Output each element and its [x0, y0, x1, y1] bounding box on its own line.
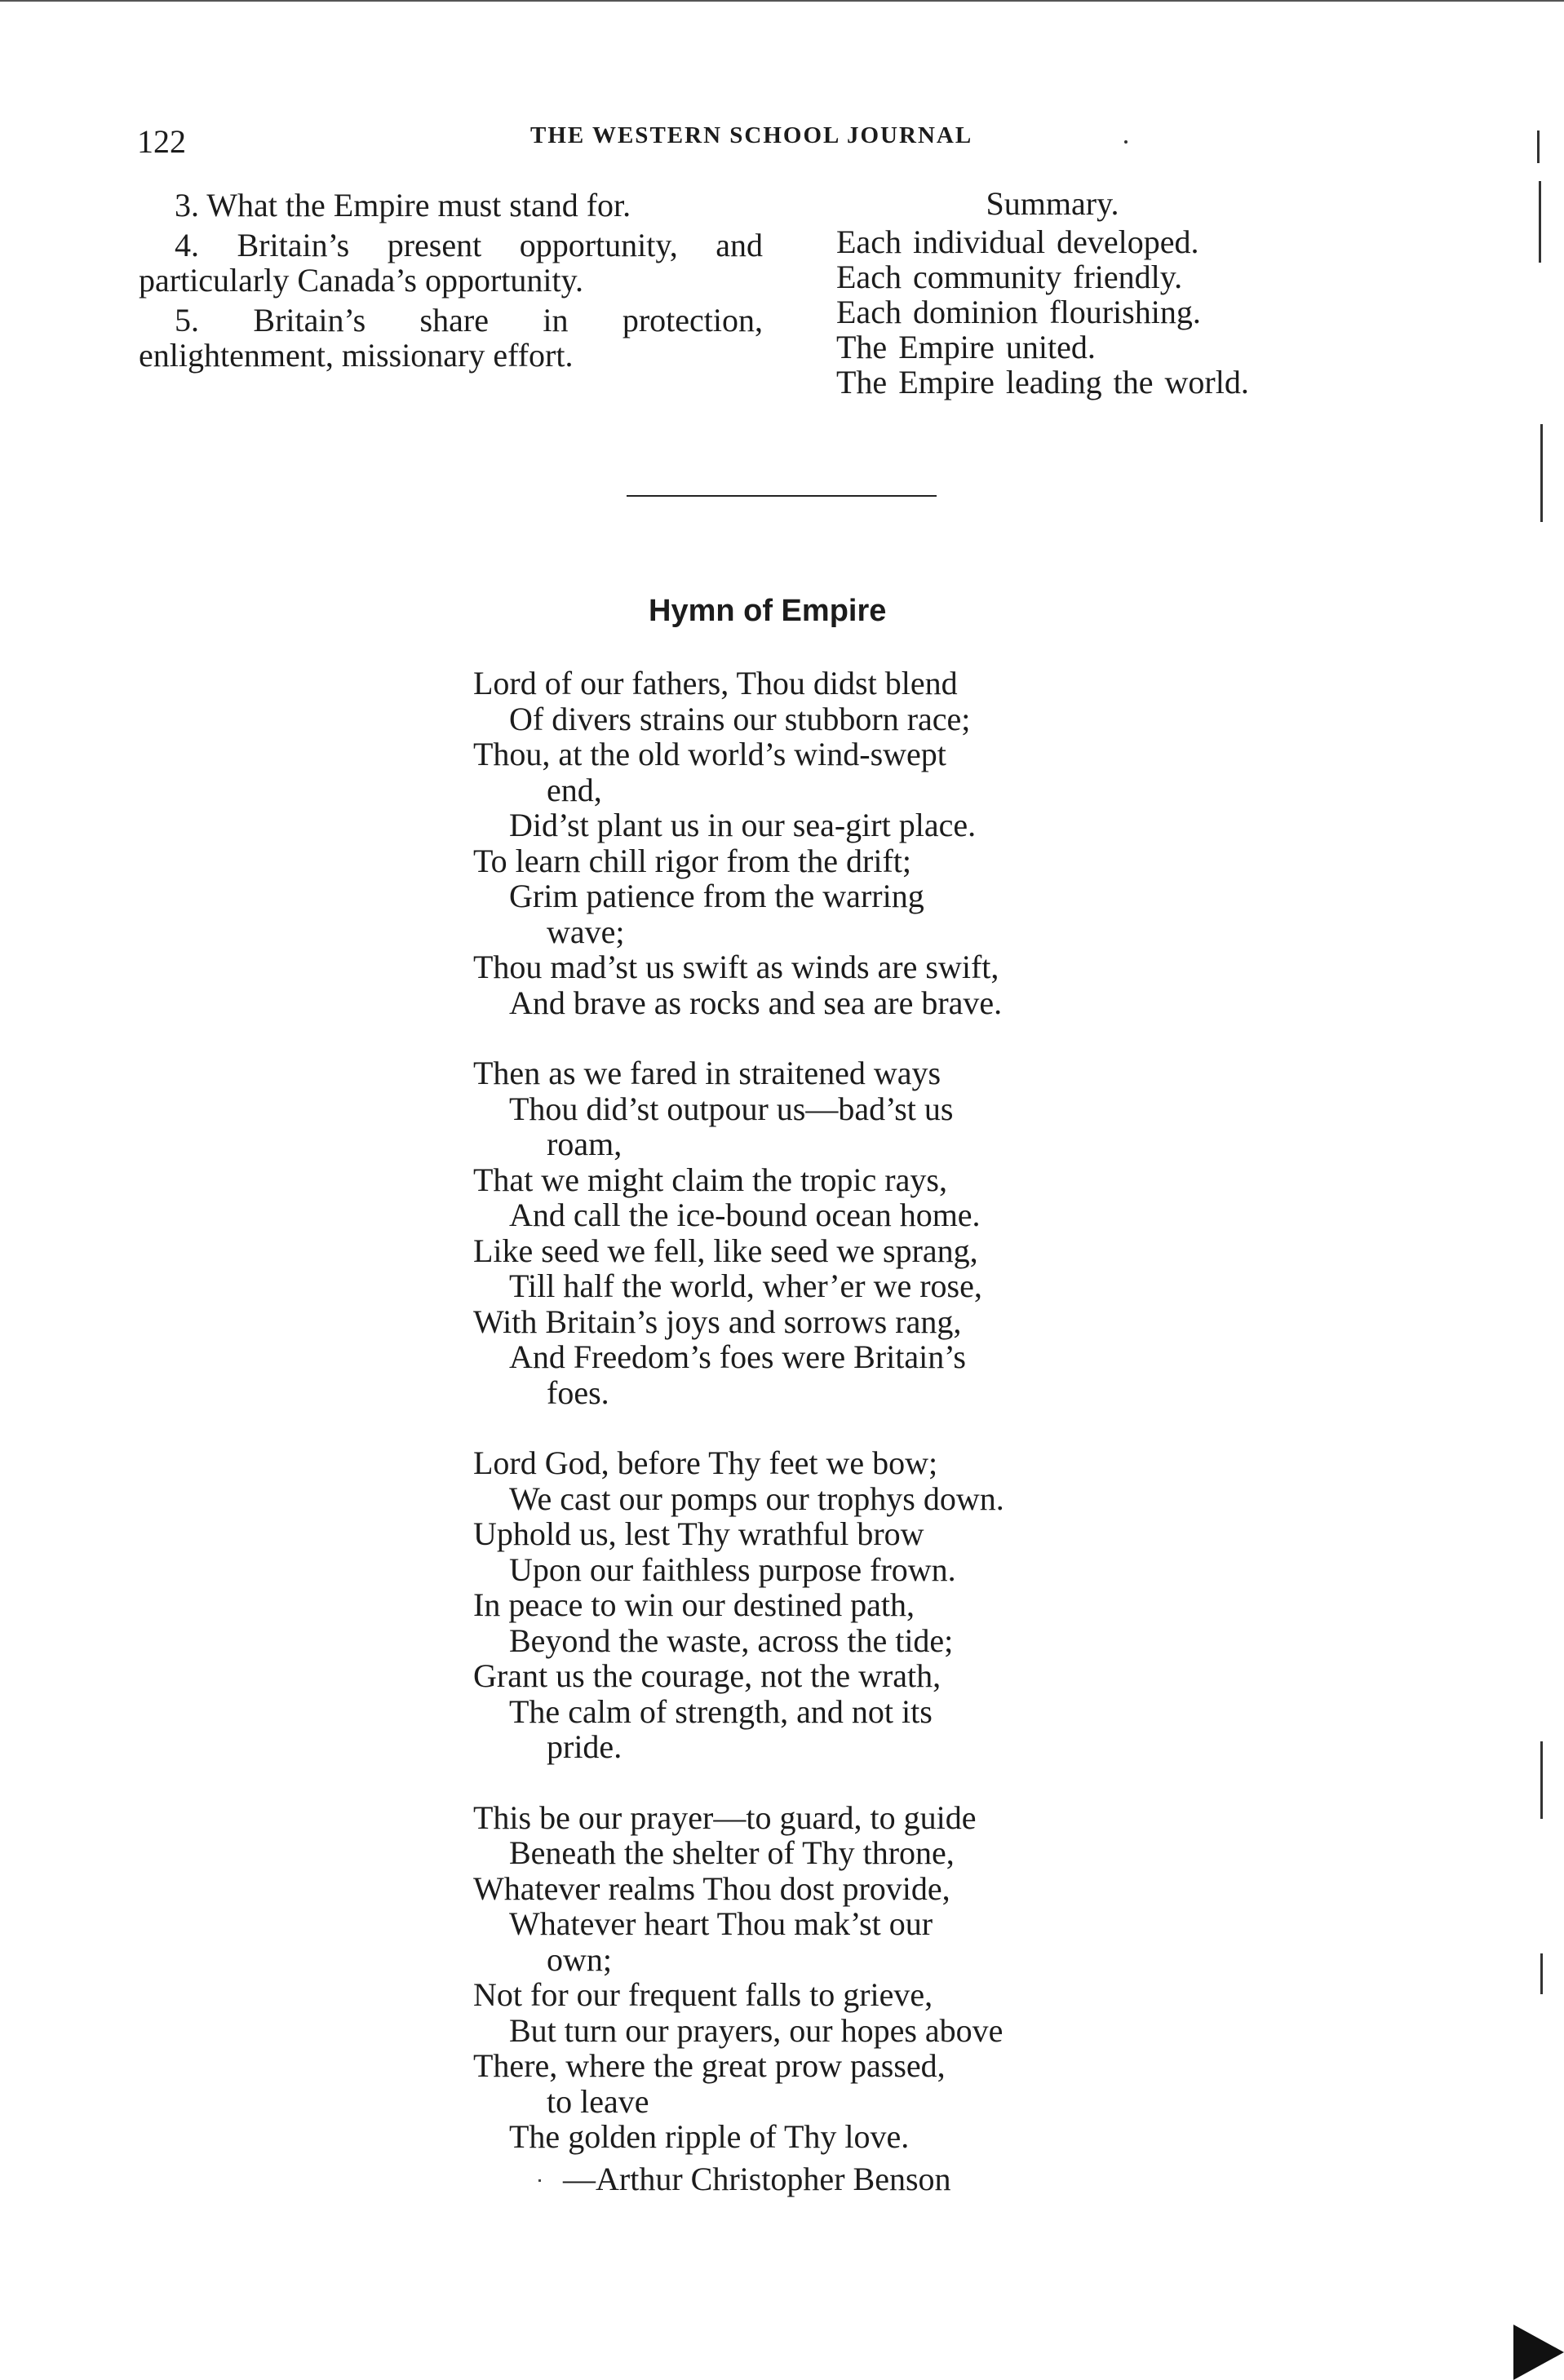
scan-edge-mark [1537, 131, 1540, 163]
verse-line: Like seed we fell, like seed we sprang, [473, 1232, 978, 1269]
verse-line: pride. [547, 1728, 622, 1765]
summary-line: The Empire united. [836, 329, 1096, 365]
verse-line: And Freedom’s foes were Britain’s [509, 1338, 966, 1375]
verse-line: In peace to win our destined path, [473, 1586, 915, 1623]
outline-item: 4. Britain’s present opportunity, and particularly Canada’s opportunity. [139, 227, 763, 299]
print-speck [1124, 140, 1128, 144]
verse-line: Upon our faithless purpose frown. [509, 1551, 956, 1588]
summary-heading: Summary. [986, 185, 1119, 222]
verse-line: Of divers strains our stubborn race; [509, 700, 971, 737]
summary-block [836, 186, 1358, 400]
verse-line: Beneath the shelter of Thy throne, [509, 1834, 955, 1871]
verse-line: To learn chill rigor from the drift; [473, 842, 912, 879]
outline-item: 5. Britain’s share in protection, enlightenment, missionary effort. [139, 302, 763, 374]
summary-line: Each dominion flourishing. [836, 294, 1201, 330]
verse-line: Lord of our fathers, Thou didst blend [473, 665, 958, 701]
verse-line: There, where the great prow passed, [473, 2047, 946, 2084]
verse-line: Thou mad’st us swift as winds are swift, [473, 949, 999, 985]
poem-body [473, 666, 1101, 2190]
summary-line: Each community friendly. [836, 259, 1183, 295]
scan-edge-mark [1540, 1953, 1543, 1994]
scan-edge-mark [1539, 181, 1541, 263]
stanza [473, 1055, 1101, 1410]
verse-line: With Britain’s joys and sorrows rang, [473, 1303, 962, 1340]
verse-line: Then as we fared in straitened ways [473, 1055, 942, 1091]
outline-list [139, 188, 763, 378]
verse-line: Grim patience from the warring [509, 878, 924, 914]
stanza [473, 1445, 1101, 1765]
summary-line: The Empire leading the world. [836, 364, 1249, 400]
verse-line: foes. [547, 1374, 609, 1411]
verse-line: own; [547, 1940, 612, 1978]
poem-attribution: —Arthur Christopher Benson [563, 2161, 951, 2197]
verse-line: to leave [547, 2082, 649, 2120]
page-number: 122 [137, 123, 186, 160]
verse-line: Uphold us, lest Thy wrathful brow [473, 1515, 924, 1552]
verse-line: And call the ice-bound ocean home. [509, 1197, 981, 1233]
verse-line: But turn our prayers, our hopes above [509, 2011, 1004, 2049]
verse-line: Beyond the waste, across the tide; [509, 1621, 954, 1659]
page-corner-arrow-icon [1513, 2325, 1564, 2380]
stanza [473, 1800, 1101, 2155]
verse-line: Whatever heart Thou mak’st our [509, 1905, 933, 1942]
outline-item: 3. What the Empire must stand for. [175, 187, 631, 223]
verse-line: And brave as rocks and sea are brave. [509, 984, 1003, 1021]
scan-edge-mark [1540, 424, 1543, 522]
verse-line: Till half the world, wher’er we rose, [509, 1267, 982, 1304]
verse-line: Thou did’st outpour us—bad’st us [509, 1090, 954, 1127]
running-head: THE WESTERN SCHOOL JOURNAL [530, 122, 973, 148]
verse-line: The calm of strength, and not its [509, 1692, 933, 1730]
verse-line: We cast our pomps our trophys down. [509, 1480, 1004, 1517]
verse-line: wave; [547, 913, 625, 950]
summary-line: Each individual developed. [836, 223, 1199, 260]
verse-line: Not for our frequent falls to grieve, [473, 1976, 933, 2013]
verse-line: Whatever realms Thou dost provide, [473, 1869, 950, 1907]
section-divider [627, 495, 937, 497]
verse-line: Thou, at the old world’s wind-swept [473, 736, 946, 772]
verse-line: roam, [547, 1126, 622, 1162]
top-edge-rule [0, 0, 1564, 2]
stanza [473, 666, 1101, 1020]
verse-line: end, [547, 771, 602, 808]
print-speck [538, 2179, 541, 2182]
verse-line: Grant us the courage, not the wrath, [473, 1657, 942, 1694]
poem-title: Hymn of Empire [649, 594, 887, 628]
verse-line: The golden ripple of Thy love. [509, 2118, 910, 2155]
verse-line: That we might claim the tropic rays, [473, 1161, 947, 1198]
verse-line: This be our prayer—to guard, to guide [473, 1798, 977, 1836]
scan-edge-mark [1540, 1741, 1543, 1819]
verse-line: Did’st plant us in our sea-girt place. [509, 807, 977, 843]
verse-line: Lord God, before Thy feet we bow; [473, 1444, 938, 1481]
